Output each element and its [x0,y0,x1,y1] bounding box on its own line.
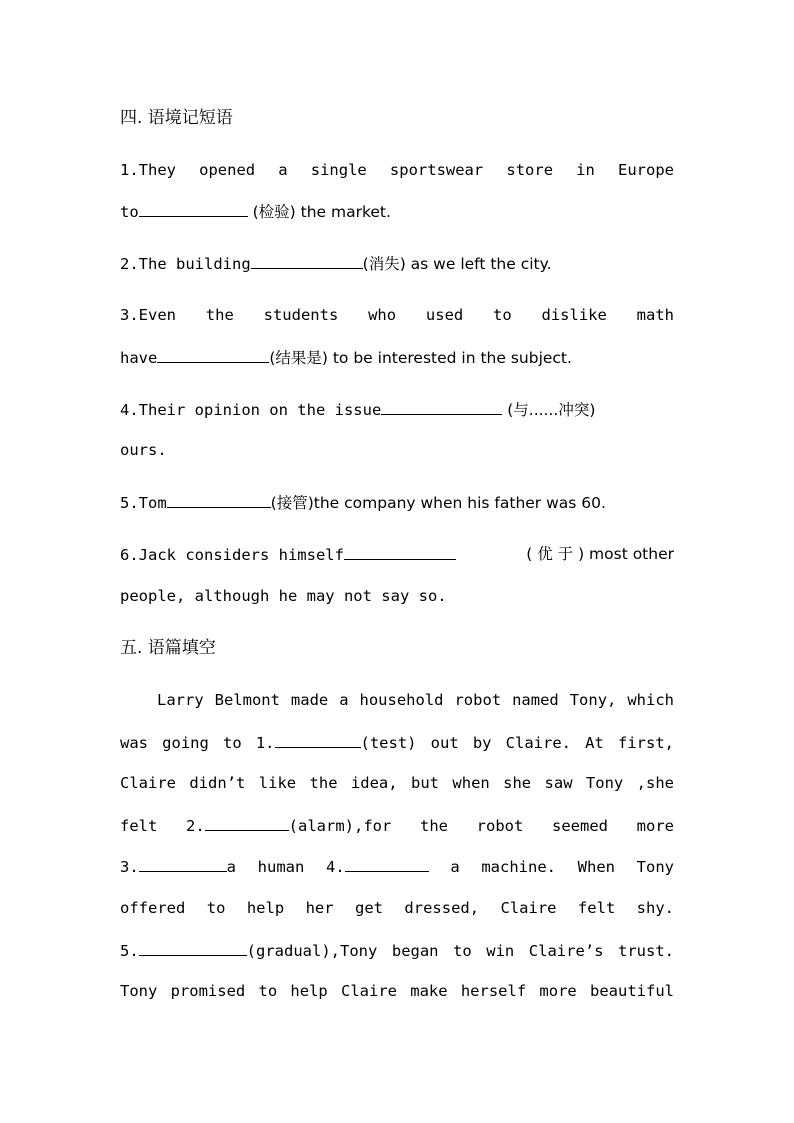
item-2-suffix: (消失) as we left the city. [362,255,552,273]
item-6-line-1 [120,543,674,565]
passage-blank-2[interactable] [205,814,289,831]
passage-line-6: offered to help her get dressed, Claire felt shy. [120,899,674,917]
section-4-title: 四. 语境记短语 [120,108,233,128]
passage-line-5-b: a human 4. [226,858,345,876]
item-1-prefix: to [120,203,139,221]
passage-blank-3[interactable] [139,855,227,872]
item-6-line-2: people, although he may not say so. [120,587,447,605]
passage-blank-4[interactable] [345,855,429,872]
item-5-line [120,491,674,513]
passage-line-5-a: 3. [120,858,139,876]
item-1-line-1: 1.They opened a single sportswear store in Europe [120,161,674,179]
item-5-suffix: (接管)the company when his father was 60. [270,494,606,512]
passage-blank-1[interactable] [275,731,361,748]
passage-line-8: Tony promised to help Claire make herself more beautiful [120,982,674,1000]
item-2-line [120,252,674,274]
passage-blank-5[interactable] [139,939,247,956]
passage-line-4-suffix: (alarm),for the robot seemed more [288,817,674,835]
item-3-line-2 [120,346,674,368]
item-2-prefix: 2.The building [120,255,251,273]
item-4-suffix: (与......冲突) [502,401,596,419]
passage-line-4 [120,814,674,836]
item-4-line-1 [120,398,674,420]
passage-line-2-prefix: was going to 1. [120,734,275,752]
passage-line-5-c: a machine. When Tony [428,858,674,876]
item-6-prefix: 6.Jack considers himself [120,546,344,564]
passage-line-2 [120,731,674,753]
item-3-blank[interactable] [157,346,269,363]
section-5-title: 五. 语篇填空 [120,638,216,658]
item-3-prefix: have [120,349,158,367]
passage-line-7 [120,939,674,961]
passage-line-7-suffix: (gradual),Tony began to win Claire’s trust. [246,942,674,960]
item-1-suffix: (检验) the market. [247,203,391,221]
passage-line-5 [120,855,674,877]
item-5-prefix: 5.Tom [120,494,167,512]
item-1-line-2 [120,200,674,222]
passage-line-3: Claire didn’t like the idea, but when she saw Tony ,she [120,774,674,792]
item-4-prefix: 4.Their opinion on the issue [120,401,382,419]
item-5-blank[interactable] [167,491,271,508]
item-6-suffix: ( 优 于 ) most other [526,545,674,563]
passage-line-4-prefix: felt 2. [120,817,205,835]
item-2-blank[interactable] [251,252,363,269]
item-6-blank[interactable] [344,543,456,560]
passage-line-2-suffix: (test) out by Claire. At first, [360,734,674,752]
item-3-line-1: 3.Even the students who used to dislike math [120,306,674,324]
item-4-line-2: ours. [120,441,167,459]
passage-line-7-prefix: 5. [120,942,139,960]
item-1-blank[interactable] [139,200,248,217]
passage-line-1: Larry Belmont made a household robot named Tony, which [157,691,674,709]
item-3-suffix: (结果是) to be interested in the subject. [269,349,572,367]
item-4-blank[interactable] [381,398,502,415]
